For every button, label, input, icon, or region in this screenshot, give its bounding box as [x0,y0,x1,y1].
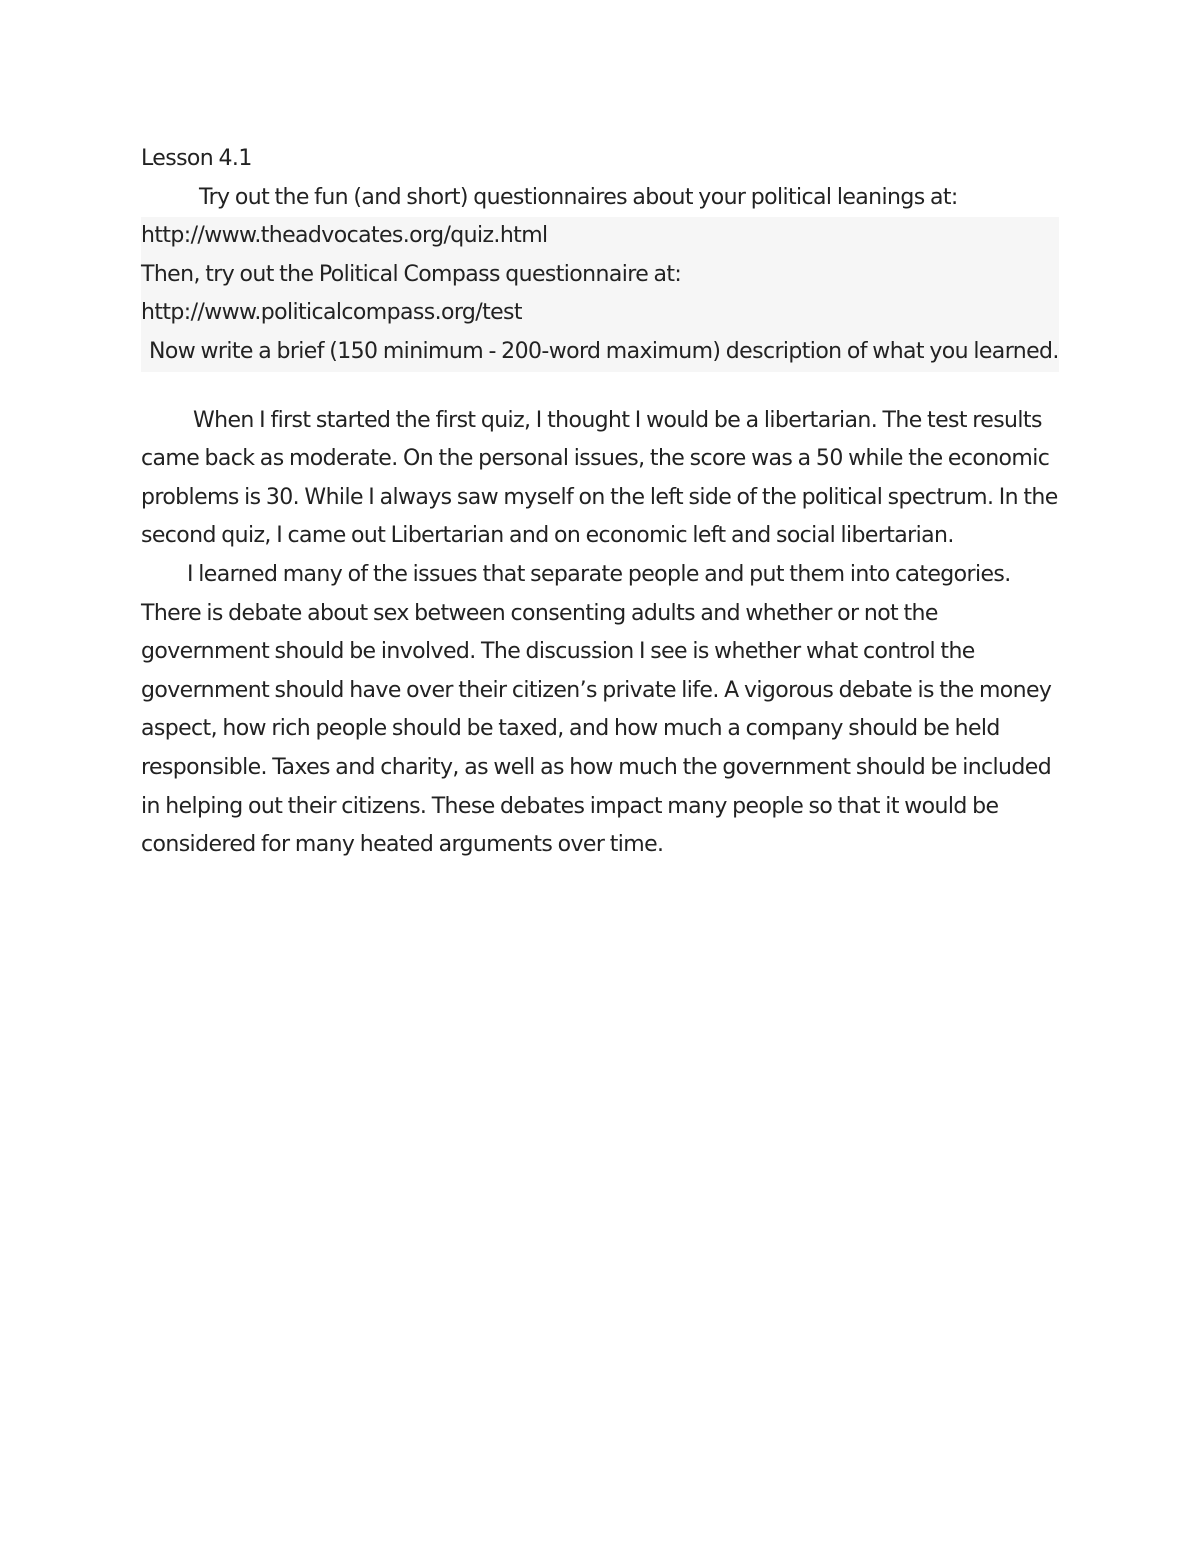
writing-instruction: Now write a brief (150 minimum - 200-word maximum) description of what you learned. [149,338,1059,364]
response-text [141,402,1059,865]
document-body [141,140,1059,865]
lesson-title: Lesson 4.1 [141,146,252,171]
political-compass-line: Then, try out the Political Compass questionnaire at: [141,261,682,287]
political-compass-url: http://www.politicalcompass.org/test [141,300,522,326]
advocates-url: http://www.theadvocates.org/quiz.html [141,223,548,249]
prompt-intro: Try out the fun (and short) questionnaires about your political leanings at: [199,184,958,210]
prompt-box [141,217,1059,371]
response-paragraph-2: I learned many of the issues that separate people and put them into categories. There is debate about sex between consenting adults and whether or not the government should be involved. The discussion I see is whether what control the government should have over their citizen’s private life. A vigorous debate is the money aspect, how rich people should be taxed, and how much a company should be held responsible. Taxes and charity, as well as how much the government should be included in helping out their citizens. These debates impact many people so that it would be considered for many heated arguments over time. [141,561,1052,858]
response-paragraph-1: When I first started the first quiz, I thought I would be a libertarian. The test results came back as moderate. On the personal issues, the score was a 50 while the economic problems is 30. While I always saw myself on the left side of the political spectrum. In the second quiz, I came out Libertarian and on economic left and social libertarian. [141,407,1058,549]
